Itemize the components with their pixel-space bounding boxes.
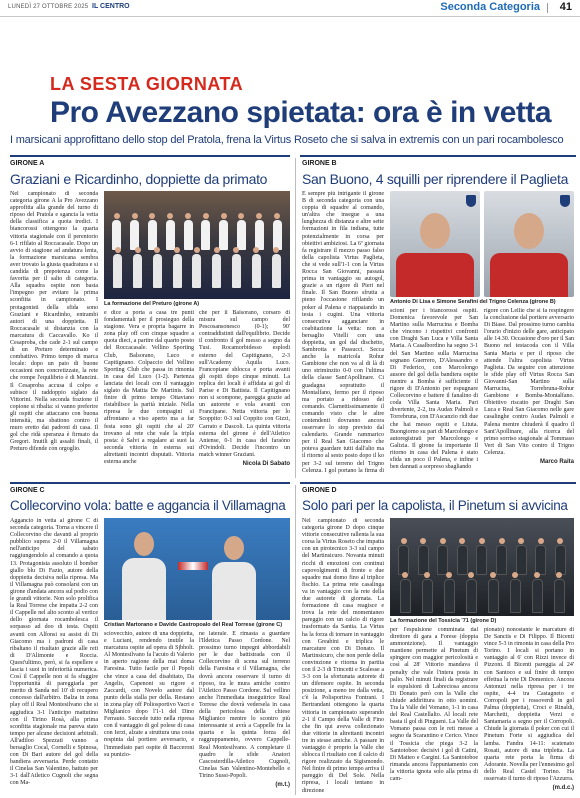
kicker: LA SESTA GIORNATA [50,74,244,94]
girone-a-byline: Nicola Di Sabato [242,460,290,467]
girone-c-label: GIRONE C [10,487,45,494]
club-crest-icon [560,195,570,207]
player-figure [457,538,468,575]
girone-c-byline: (m.t.) [275,781,290,788]
section-rule-bottom-right [300,482,576,484]
main-headline: Pro Avezzano spietata: ora è in vetta [50,96,552,129]
tossicia-photo-caption: La formazione del Tossicia '71 (girone D) [390,618,497,624]
player-figure [437,538,448,575]
player-figure [252,247,261,288]
girone-c-column-3 [199,631,290,794]
preturo-team-photo [104,191,290,299]
subheadline: I marsicani approfittano dello stop del Pratola, frena la Virtus Roseto che si salva in extremis con un pari rocambolesco [10,134,564,146]
player-figure [272,247,281,288]
girone-a-label: GIRONE A [10,160,45,167]
section-rule-top-right [300,155,576,157]
girone-a-column-3 [199,310,290,475]
girone-b-byline: Marco Raita [539,458,574,465]
player-figure [273,213,282,250]
player-figure [232,247,241,288]
player-figure [192,247,201,288]
player-figure [212,247,221,288]
player-figure [166,213,175,250]
tossicia-team-photo [390,518,574,616]
player-figure [422,572,433,613]
player-figure [219,213,228,250]
issue-date: LUNEDÌ 27 OTTOBRE 2025 [8,4,89,10]
player-figure [148,213,157,250]
player-figure [554,572,565,613]
photo-front-row [108,247,286,288]
player-figure [133,247,142,288]
player-figure [400,572,411,613]
girone-a-text-2: e dice a porta a casa tre punti fondamentali per il prosieguo della stagione. Vera e propria bagarre in zona play off con cinque squadre a quota dieci, a partire dal quarto posto del Roccacasale. Vellino Sporting Club, Balsorano, Luco e Capitignano. Colpaccio del Vellino Sporting Club che passa in rimonta in casa del Luco (1-2). Partenza lanciata dei locali con il vantaggio siglato da Mattia De Martinis. Sul finire di primo tempo Ottaviano ristabilisce la parità iniziale. Nella ripresa le due compagini si affrontano a viso aperto ma a far festa sono gli ospiti che al 20' trovano al rete che vale la tripla posta: è Salvi a regalare ai suoi la seconda vittoria in esterna sui altrettanti incontri disputati. Vittoria esterna anche [104,310,194,465]
player-figure [476,538,487,575]
girone-b-title: San Buono, 4 squilli per riprendere il Paglieta [302,171,569,187]
player-figure [153,247,162,288]
face [134,532,154,556]
photo-back-row [394,538,570,575]
girone-a-column-2 [104,310,194,475]
girone-b-text-1: È sempre più intrigante il girone B di seconda categoria con una coppia di squadre al comando, un'altra che insegue a una lunghezza di distanza e altre sette formazioni in fila indiana, tutte potenzialmente in corsa per obiettivi ambiziosi. La 6ª giornata fa registrare il mezzo passo falso della capolista Virtus Paglieta, che si vede sull'1-1 con la Virtus Rocca San Giovanni, passata prima in vantaggio su autogol, grazie a un rigore di Pieri nel finale. Il San Buono sfrutta a pieno l'occasione rifilando un poker al Palena e riappaiando in testa i cugini. Una vittoria consecutiva agganciare in coabitazione la vetta: non a bersaglio Vitelli con una doppietta, un gol dal dischetto, Sambrotta e Passucci. Secca anche la matricola Rohur Gambione che non va al di là di uno striminzito 0-0 con l'ultima della classe Sant'Apollinare. Ci guadagna soprattutto il Montalfano, fermo per il riposo ma portato a ridosso del comando. Clarnettissimamente il comando visto che le altre contendenti dovranno ancora osservare lo stop previsto dal calendario. Grande rammarico per il Real San Giacomo che poteva guardare tutti dall'alto ma il ritorno al sesto posto dopo il ko per 3-2 sul terreno del Trigno Celenza. I gol portano la firma di [302,191,384,474]
girone-c-column-2 [104,631,194,794]
real-torrese-photo-caption: Cristian Martorano e Davide Castropoalo del Real Torrese (girone C) [104,622,283,628]
player-figure [496,538,507,575]
real-torrese-photo [104,518,290,620]
player-figure [466,572,477,613]
newspaper-name: IL CENTRO [92,3,130,10]
player-figure [184,213,193,250]
jersey [490,253,568,297]
column-divider-bottom [295,485,296,795]
section-rule-bottom-left [10,482,290,484]
girone-c-column-1 [10,518,98,794]
section-name: Seconda Categoria [440,1,540,13]
girone-a-column-1 [10,191,98,475]
player-figure [113,247,122,288]
girone-b-column-3 [484,308,574,475]
player-figure [398,538,409,575]
page-header [0,0,580,17]
player-figure [201,213,210,250]
girone-d-text-2: per l'espulsione comminata dal direttore di gara a Forese (doppia ammonizione). Il vantaggio mantiene permette al Pinetum di spingere con maggior pericolosità e così al 28' Vittorio mandava il penalty che vale l'intera posta in palio. Nel minuti finali da registrare le espulsioni di Labreciosa ancora Di Donato però con la Valle che chiude addirittura in otto uomini. Tra la Valle del Vomano, 1-1 in casa del Real Castellalto. Al locali rete basta il gol di Pingueni. La Valle del Vomano passa con le reti messe a segno da Scarantino e Cerico. Vince il Tossicia che piega 3-2 la Santotoboe: decisivi i gol di Catini, Di Matteo e Cargini. La Santotoboe rimanda ancora l'appuntamento con la vittoria ignota solo alla prima di cam- [390,627,478,782]
player-figure [130,213,139,250]
girone-d-byline: (m.d.c.) [552,785,574,792]
girone-d-column-1 [302,518,384,794]
girone-b-column-2 [390,308,478,475]
girone-c-text-1: Aggancio in vetta al girone C di seconda categoria. Torna a vincere il Collecorvino che davanti al proprio pubblico supera 2-0 il Villamagna nell'anticipo del sabato raggiungendolo al comando a quota 13. Protagonista assoluto il bomber giallo blu Di Fazio, autore della doppietta decisiva nella ripresa. Ma il Villamagna può consolarsi con un girone d'andata ancora sul podio con le grandi vittorie. Non solo prolifica la Real Torrese che impatta 2-2 con il Cappelle nel alto sconto al vertice dello giornata rocambolesca il sorpasso ad doo di testa. Ospiti avanti con Alfonsi su assist di Di Giacomo ma i padroni di casa ribaltano il risultato grazie alle reti di D'Alimonte e Roccia. Quest'ultimo, però, si fa espellere e lascia i suoi in inferiorità numerica. Così il Cappelle non si fa sfuggire l'opportunità di pareggiarla per merito di Sanda nel 10' di recupero concesso dall'arbitro. Balza in zona play off il Real Montesilvano che si aggiudica 3-1 l'anticipo mattutino con il Tirino Rosà, alla prima sconfitta stagionale ma pareva stato tempo per alcune decisioni arbitrali. All'adiloo Spezzati vanno a bersaglio Cocal, Cornelli e Spinosa, con Di Bari autore del gol della bandiera avversaria. Perde contatto il Cinelas San Valentino, battuto per 3-1 dall'Atletico Cugnoli che segna con Ma- [10,518,98,787]
girone-d-column-2 [390,627,478,794]
player-figure [516,538,527,575]
girone-d-column-3 [484,627,574,794]
girone-b-text-2: scioni per i biancorossi ospiti. Domenica favorevole per San Martino sulla Marrucina e Bomba che vincono i rispettivi confronti con Draghi San Luca e Villa Santa Maria. A Casalbordino ha segno 3-1 del San Martino sulla Marrucina segnano Guerrero, D'Alessandro e Di Federico, con Marcolongo ausore del gol della bandiera ospite mentre a Bomba è sufficiente il rigore di D'Antonio per espugnare Collecorvino e battere il fanalino di coda Villa Santa Maria. Pari divertente, 2-2, tra Audax Palmoli e Torrebruna, con D'Ascanzio ridi due che hai messo ospiti e Lituta. Buongiorno su pari di Marcolongo e autoregistrati per Marcolongo e Galizia. Il girone fa importante Il ritorno in casa del Palena è stato sfida un poco il Palena, e infine i ben dannati a sorpreso sbagliando [390,308,478,471]
girone-b-label: GIRONE B [302,160,337,167]
girone-d-label: GIRONE D [302,487,337,494]
jersey [122,558,166,620]
girone-c-title: Collecorvino vola: batte e aggancia il Villamagna [10,498,286,513]
player-figure [173,247,182,288]
player-figure [532,572,543,613]
girone-a-title: Graziani e Ricardinho, doppiette da primato [10,171,268,187]
player-figure [444,572,455,613]
section-rule-top-left [10,155,290,157]
girone-d-title: Solo pari per la capolista, il Pinetum si avvicina [302,498,568,513]
girone-c-text-2: sciovecchio, autore di una doppietta, e Luciani, rendendo inutile la marcatura ospite ad opera di Sjbholt. Al Montesilvano fa l'acuto di Valerio in aperto ragione della mai doma Faresina. Tutto facile per il Popoli che vince a casa del disabitato, Da Angelis, Capenoni su rigore e Zaccardi, con Novelo autore dal punto della stalla per della. Restano in zona play off Poliosportivo Vacri e Miglianico dopo l'1-1 del Dino Ferrauto. Succede tutto nella ripresa con il vantaggio di gol polese di casa con Ierzi, alzate a struttura una costa respinta dal portiere avversario, e l'immediato pari ospite di Bacceroni su punizio- [104,631,194,758]
girone-b-text-3: rigore con Lellie che si fa respingere la conclusione dal portiere avversario Di Biase. Dal prossimo turno cambia l'orario d'inizio delle gare, anticipato alle 14.30. Occasione d'oro per il San Buono nel testacoda con il Villa Santa Maria e per il riposo che attende l'altra capolista Virtus Paglieta. Da seguire con attenzione le sfide play off Virtus Rocca San Giovanni-San Martino sulla Marrucina, Torrebruna-Rohur Gambione e Bomba-Montalfano. Obiettivo riscatto per Draghi San Luca e Real San Giacomo nelle gare casalinghe contro Audax Palmoli e Palena mentre chiuderà il quadro il Sant'Apollinare, alla ricerca del primo sorriso stagionale al Tommaso Vert di San Vito contro il Trigno Celenza. [484,308,574,456]
girone-b-photo-caption: Antonio Di Lisa e Simone Serafini del Trigno Celenza (girone B) [390,299,556,305]
face [224,536,244,560]
girone-c-text-3: ne laterale. E rimasta a guardare l'Ildetica Passo Cordone. Nel prossimo turno impegni abbordabili per le due battistrada con il Collecorvino di scena sul terreno della Faresina e il Villamagna, che dovrà ancora osservare il turno di riposo, tra le mura amiche contro l'Atletico Passo Cordone. Sul vellino anche l'immediata inseguitrice Real Torrese che dovrà vedersela in casa della pericolosa della chiese Miglianico mentre lo scontro più interessante si avrà a Cappelle fra la quarta e la quinta forza del raggruppamento, ovvero Cappelle-Real Montesilvano. A completare il quadro le sfide Anatori Cascosterdilla-Atletico Cugnoli, Cinelas San Valentino-Montebello e Tirino Sussi-Popoli. [199,631,290,779]
face [514,213,544,249]
player-figure [510,572,521,613]
player-figure [418,538,429,575]
player-figure [237,213,246,250]
column-divider-top [295,158,296,478]
page-number: 41 [559,1,572,13]
face [420,213,450,249]
player-figure [488,572,499,613]
photo-front-row [394,572,570,613]
photo-back-row [108,213,286,250]
player-figure [255,213,264,250]
jersey [396,253,474,297]
player-figure [112,213,121,250]
club-crest-icon [466,195,476,207]
girone-b-column-1 [302,191,384,475]
jersey [212,562,256,620]
girone-a-text-3: che per il Balsorano, corsaro di misura sul campo del Pescosansonesco (0-1); 90' contraddistinti dall'equilibrio. Decide il confronto il gol messo a segno da Tusi. Rocamorbidesso esplodi esterno del Capitignano, 2-3 sull'Academy Aquila Luco. Francopiane sblocca e porta avanti gli ospiti dopo cinque minuti. La replica dei locali è affidata ai gol di Parise e Di Battista. Il Capitignano non si scompone, pareggia grazie ad un autorete e vola avanti con Francipane. Netta vittoria per lo Scoppito: 0-3 sul Coppito con Gizzi, Carrato e Dascoli. La quinta vittoria esterna del girone è dell'Atletico Aniense, 0-1 in casa del faraòno d'Ovindoli. Decide l'incontro un match winner Graziani. [199,310,290,458]
header-divider [547,3,548,13]
girone-a-text-1: Nel campionato di seconda categoria girone A la Pro Avezzano approfitta alla grande del turno di riposo del Pratola e sgancia la vetta della classifica a quota tredici. I biancorossi ottengono la quarta vittoria stagionale con il perentorio 6-1 rifilato al Roccacasale. Dopo un avvio di stagione ad andatura lenta, la formazione marsicana sembra aver trovato la giusta quadratura e si candida di prepotenza come la favorita per il salto di categoria. Alla squadra ospite non basta l'impegno per evitare la prima sconfitta in campionato. I protagonisti della sfida sono Graziani e Ricardinho, entrambi autori di una doppietta. Il Roccacasale si distanzia con la marcatura di Caccavallo. Ko il Cesaproba, che cade 2-1 sul campo di un Preturo determinato e combattivo. Primo tempo di marca locale: dopo un paio di buone occasioni non concretizzate, la rete che rompe l'equilibrio è di Mancini. Il Cesaproba accusa il colpo e subisce il raddoppio siglato da Vittorini. Nella seconda frazione il copione si ribalta: si vanno preferire gli ospiti che attaccano con buona intensità, ma sbattono contro il muro eretto dai padroni di casa. Il gol che ridà speranza è firmato da Gregori. Inutili gli assalti finali, il Preturo difende con orgoglio. [10,191,98,453]
player-figure [555,538,566,575]
portrait-di-lisa [390,191,480,297]
girone-d-text-1: Nel campionato di seconda categoria girone D dopo cinque vittorie consecutive rallenta la sua corsa la Virtus Roseto che impatta con un pirotecnico 3-3 sul campo del Martinsicuro. Novanta minuti ricchi di emozioni con continui capovolgimenti di fronte e due squadre mai domo fino al triplice fischio. La prima rete casalinga va in vantaggio con la rete della due autorete di giornata. La formazione di casa reagisce e trova la rete del momentaneo pareggio con un calcio di rigore trasformato da Santia. La Virtus ha la forza di tornare in vantaggio con Greabini e triplica le marcature con Di Donato. Il Martinsicuro, che non perde della convinzione e ritorna in partita con il 2-3 di Trincetti e Scalesse a 3-3 con la sfortunata autorete di un difensore ospite. In seconda posizione, a meno tre dalla vetta, c'è la Polisportiva Fontrani. I Bertrandani ottengono la quarta vittoria in campionato superando 2-1 il Campo della Valle di Fino che fin qui aveva collezionato due vittorie in altrettanti incontri tre in stesse amiche. A passare in vantaggio è proprio la Valle che sblocca il risultato con il calcio di rigore realizzato da Sigismondo. Nel finire di primo tempo arriva il pareggio di Del Sole. Nella ripresa, i locali tentano in direzione [302,518,384,794]
preturo-photo-caption: La formazione del Preturo (girone A) [104,301,200,307]
player-figure [535,538,546,575]
girone-d-text-3: pionato) nonostante le marcature di De Sanctis e Di Filippo. Il Bicenti vince 5-3 in rimonta in casa della Pro Torino. I locali si portano in vantaggio al 6' con Rizzi invece di Pizzoni. Il Bicenti pareggia al 24' con Santoco e sul finire di tempo effettua la rete Di Domenico. Ancora Antonuzi nella ripresa per i tre ospite, 4-4 tra Castagneto e Corropoli per i rossoverdi in gol Palma (doppietta), Croci e Rinaldi, Marchetti, doppietta Verzi e Santamaria a segno per il Corropoli. Chiude la giornata il poker con cui il Pinetum Forte si aggiudica del lamba. Fandra 14-11: scatenato Rosati, autore di una tripletta. La quarta rete porta la firma di Adorante. Novella per l'ennesimo gol dello Real Castel Torino. Ha osservato il turno di riposo l'Azzurra. [484,627,574,782]
portrait-serafini [484,191,574,297]
scarf [178,562,208,570]
